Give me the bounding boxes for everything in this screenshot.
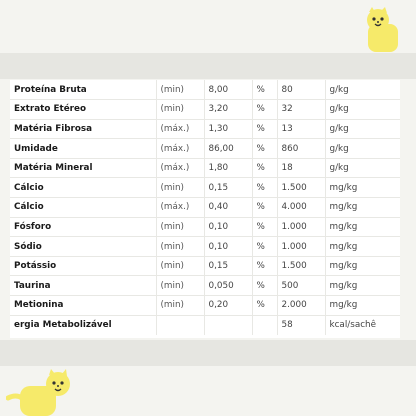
nutrient-unit: mg/kg bbox=[325, 198, 400, 218]
nutrient-name: Potássio bbox=[10, 256, 156, 276]
nutrient-percent-value: 0,40 bbox=[204, 198, 252, 218]
footer-band bbox=[0, 340, 416, 366]
percent-sign bbox=[252, 315, 277, 335]
nutrient-percent-value: 0,15 bbox=[204, 256, 252, 276]
nutrient-name: Taurina bbox=[10, 276, 156, 296]
nutrient-name: Proteína Bruta bbox=[10, 80, 156, 100]
table-row bbox=[10, 119, 400, 139]
nutrient-qualifier: (min) bbox=[156, 237, 204, 257]
nutrient-qualifier: (min) bbox=[156, 276, 204, 296]
nutrient-amount: 80 bbox=[277, 80, 325, 100]
nutrient-name: Matéria Mineral bbox=[10, 158, 156, 178]
nutrient-qualifier: (min) bbox=[156, 80, 204, 100]
nutrient-amount: 1.000 bbox=[277, 217, 325, 237]
nutrient-qualifier: (máx.) bbox=[156, 139, 204, 159]
nutrient-qualifier: (min) bbox=[156, 178, 204, 198]
percent-sign: % bbox=[252, 296, 277, 316]
nutrient-percent-value: 0,10 bbox=[204, 237, 252, 257]
nutrition-table bbox=[10, 80, 400, 335]
nutrient-unit: mg/kg bbox=[325, 237, 400, 257]
nutrient-percent-value bbox=[204, 315, 252, 335]
table-row bbox=[10, 276, 400, 296]
table-row bbox=[10, 158, 400, 178]
nutrient-percent-value: 0,10 bbox=[204, 217, 252, 237]
nutrient-qualifier: (min) bbox=[156, 217, 204, 237]
percent-sign: % bbox=[252, 178, 277, 198]
nutrient-qualifier: (min) bbox=[156, 100, 204, 120]
nutrient-name: Cálcio bbox=[10, 178, 156, 198]
table-row bbox=[10, 256, 400, 276]
nutrient-amount: 1.000 bbox=[277, 237, 325, 257]
percent-sign: % bbox=[252, 198, 277, 218]
nutrient-qualifier: (máx.) bbox=[156, 198, 204, 218]
nutrient-unit: mg/kg bbox=[325, 276, 400, 296]
percent-sign: % bbox=[252, 276, 277, 296]
nutrient-qualifier: (máx.) bbox=[156, 119, 204, 139]
nutrient-qualifier: (min) bbox=[156, 256, 204, 276]
nutrient-percent-value: 1,30 bbox=[204, 119, 252, 139]
nutrient-unit: g/kg bbox=[325, 158, 400, 178]
nutrient-name: Sódio bbox=[10, 237, 156, 257]
nutrient-amount: 32 bbox=[277, 100, 325, 120]
nutrient-qualifier: (min) bbox=[156, 296, 204, 316]
percent-sign: % bbox=[252, 80, 277, 100]
table-row bbox=[10, 237, 400, 257]
nutrient-amount: 58 bbox=[277, 315, 325, 335]
nutrition-table-panel bbox=[10, 80, 400, 338]
header-band bbox=[0, 53, 416, 79]
nutrient-amount: 13 bbox=[277, 119, 325, 139]
cat-mascot-icon bbox=[358, 6, 408, 56]
nutrient-percent-value: 3,20 bbox=[204, 100, 252, 120]
nutrient-percent-value: 86,00 bbox=[204, 139, 252, 159]
cat-mascot-icon bbox=[6, 368, 76, 416]
nutrient-name: Extrato Etéreo bbox=[10, 100, 156, 120]
table-row bbox=[10, 315, 400, 335]
nutrient-percent-value: 1,80 bbox=[204, 158, 252, 178]
table-row bbox=[10, 198, 400, 218]
nutrient-percent-value: 0,050 bbox=[204, 276, 252, 296]
percent-sign: % bbox=[252, 100, 277, 120]
nutrient-name: Cálcio bbox=[10, 198, 156, 218]
nutrient-amount: 2.000 bbox=[277, 296, 325, 316]
table-row bbox=[10, 296, 400, 316]
percent-sign: % bbox=[252, 139, 277, 159]
nutrient-unit: mg/kg bbox=[325, 217, 400, 237]
nutrient-unit: kcal/sachê bbox=[329, 320, 377, 331]
nutrient-name: ergia Metabolizável bbox=[10, 315, 156, 335]
nutrient-unit: g/kg bbox=[325, 139, 400, 159]
nutrient-amount: 4.000 bbox=[277, 198, 325, 218]
nutrient-percent-value: 0,15 bbox=[204, 178, 252, 198]
nutrient-qualifier bbox=[156, 315, 204, 335]
nutrient-percent-value: 0,20 bbox=[204, 296, 252, 316]
nutrient-amount: 1.500 bbox=[277, 178, 325, 198]
nutrient-amount: 860 bbox=[277, 139, 325, 159]
nutrient-name: Matéria Fibrosa bbox=[10, 119, 156, 139]
table-row bbox=[10, 80, 400, 100]
table-row bbox=[10, 178, 400, 198]
percent-sign: % bbox=[252, 256, 277, 276]
percent-sign: % bbox=[252, 158, 277, 178]
nutrient-unit: g/kg bbox=[325, 119, 400, 139]
nutrient-unit: mg/kg bbox=[325, 256, 400, 276]
percent-sign: % bbox=[252, 237, 277, 257]
nutrient-unit: g/kg bbox=[325, 100, 400, 120]
table-row bbox=[10, 217, 400, 237]
nutrient-unit: mg/kg bbox=[325, 296, 400, 316]
nutrient-name: Fósforo bbox=[10, 217, 156, 237]
percent-sign: % bbox=[252, 217, 277, 237]
nutrient-amount: 18 bbox=[277, 158, 325, 178]
nutrient-amount: 1.500 bbox=[277, 256, 325, 276]
percent-sign: % bbox=[252, 119, 277, 139]
nutrient-name: Metionina bbox=[10, 296, 156, 316]
nutrient-unit: g/kg bbox=[325, 80, 400, 100]
table-row bbox=[10, 139, 400, 159]
nutrient-unit: mg/kg bbox=[325, 178, 400, 198]
nutrient-qualifier: (máx.) bbox=[156, 158, 204, 178]
nutrient-amount: 500 bbox=[277, 276, 325, 296]
table-row bbox=[10, 100, 400, 120]
nutrient-name: Umidade bbox=[10, 139, 156, 159]
nutrient-percent-value: 8,00 bbox=[204, 80, 252, 100]
